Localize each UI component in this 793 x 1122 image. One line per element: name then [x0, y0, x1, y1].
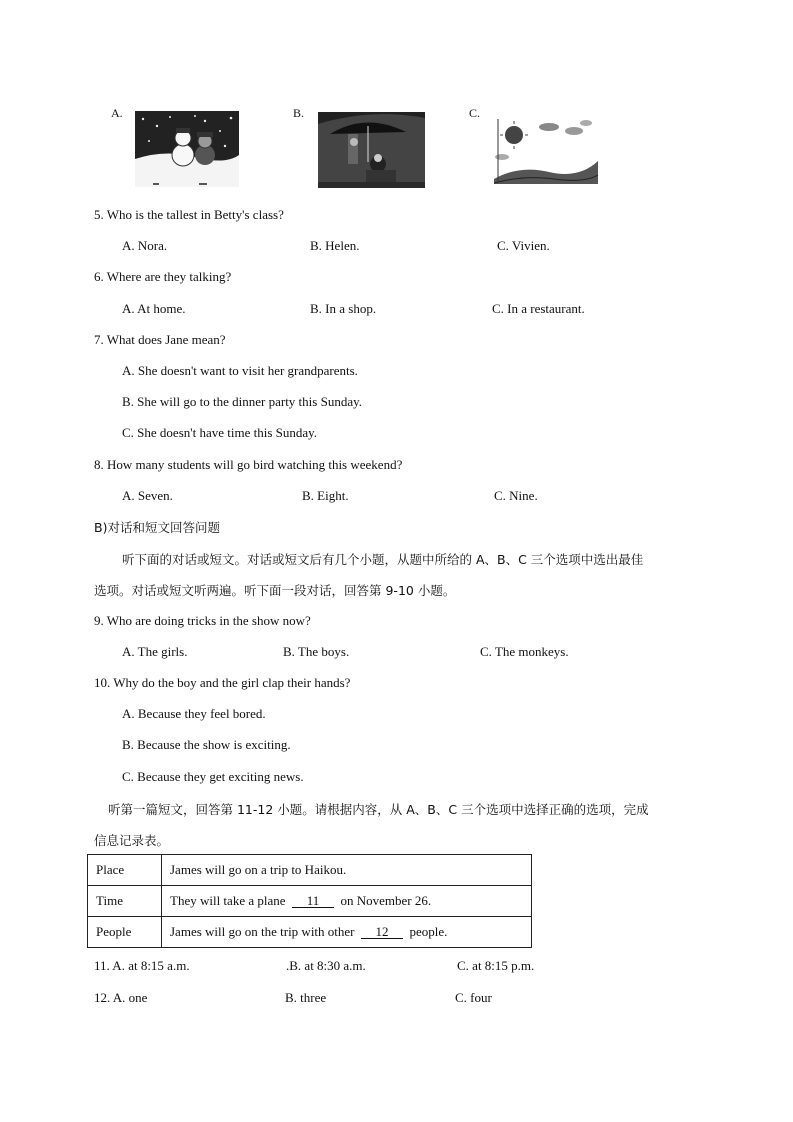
q5-option-b[interactable]: B. Helen.: [310, 238, 360, 253]
q5-option-c[interactable]: C. Vivien.: [497, 238, 550, 253]
time-text-before: They will take a plane: [170, 893, 286, 908]
q11-option-c[interactable]: C. at 8:15 p.m.: [457, 958, 535, 973]
row-key-time: Time: [88, 886, 162, 917]
question-5: 5. Who is the tallest in Betty's class?: [94, 207, 284, 222]
q12-option-b[interactable]: B. three: [285, 990, 327, 1005]
question-11-option-a[interactable]: 11. A. at 8:15 a.m.: [94, 958, 190, 973]
people-text-after: people.: [409, 924, 448, 939]
blank-11[interactable]: 11: [292, 894, 334, 908]
q6-option-c[interactable]: C. In a restaurant.: [492, 301, 585, 316]
passage-instruction-1: 听第一篇短文，回答第 11-12 小题。请根据内容，从 A、B、C 三个选项中选择正确的选项，完成: [108, 802, 649, 817]
q7-option-a[interactable]: A. She doesn't want to visit her grandparents.: [122, 363, 358, 378]
picture-b-umbrella: [318, 112, 425, 188]
q5-option-a[interactable]: A. Nora.: [122, 238, 168, 253]
table-row: [88, 855, 532, 886]
q9-option-a[interactable]: A. The girls.: [122, 644, 188, 659]
time-text-after: on November 26.: [340, 893, 432, 908]
question-9: 9. Who are doing tricks in the show now?: [94, 613, 311, 628]
q6-option-b[interactable]: B. In a shop.: [310, 301, 377, 316]
question-6: 6. Where are they talking?: [94, 269, 232, 284]
q7-option-c[interactable]: C. She doesn't have time this Sunday.: [122, 425, 318, 440]
row-key-people: People: [88, 917, 162, 948]
q9-option-c[interactable]: C. The monkeys.: [480, 644, 569, 659]
question-10: 10. Why do the boy and the girl clap their hands?: [94, 675, 351, 690]
picture-a-snowmen: [135, 111, 239, 187]
section-b-heading: B)对话和短文回答问题: [94, 520, 220, 535]
passage-instruction-2: 信息记录表。: [94, 833, 170, 848]
section-b-instruction-2: 选项。对话或短文听两遍。听下面一段对话，回答第 9-10 小题。: [94, 583, 456, 598]
question-8: 8. How many students will go bird watching this weekend?: [94, 457, 403, 472]
q8-option-c[interactable]: C. Nine.: [494, 488, 538, 503]
table-row: [88, 917, 532, 948]
q10-option-c[interactable]: C. Because they get exciting news.: [122, 769, 304, 784]
picture-a-label: A.: [111, 106, 123, 120]
section-b-instruction-1: 听下面的对话或短文。对话或短文后有几个小题，从题中所给的 A、B、C 三个选项中选出最佳: [122, 552, 644, 567]
q7-option-b[interactable]: B. She will go to the dinner party this Sunday.: [122, 394, 362, 409]
blank-12[interactable]: 12: [361, 925, 403, 939]
q10-option-a[interactable]: A. Because they feel bored.: [122, 706, 266, 721]
picture-c-label: C.: [469, 106, 481, 120]
q8-option-b[interactable]: B. Eight.: [302, 488, 349, 503]
place-text: James will go on a trip to Haikou.: [170, 862, 347, 877]
people-text-before: James will go on the trip with other: [170, 924, 355, 939]
q6-option-a[interactable]: A. At home.: [122, 301, 186, 316]
picture-c-sun-landscape: [494, 117, 598, 184]
q10-option-b[interactable]: B. Because the show is exciting.: [122, 737, 291, 752]
row-value-time: [162, 886, 532, 917]
row-value-place: [162, 855, 532, 886]
q9-option-b[interactable]: B. The boys.: [283, 644, 350, 659]
table-row: [88, 886, 532, 917]
info-record-table: [87, 854, 532, 948]
picture-b-label: B.: [293, 106, 305, 120]
question-7: 7. What does Jane mean?: [94, 332, 226, 347]
row-key-place: Place: [88, 855, 162, 886]
q11-option-b[interactable]: .B. at 8:30 a.m.: [286, 958, 366, 973]
question-12-option-a[interactable]: 12. A. one: [94, 990, 148, 1005]
q8-option-a[interactable]: A. Seven.: [122, 488, 173, 503]
q12-option-c[interactable]: C. four: [455, 990, 492, 1005]
row-value-people: [162, 917, 532, 948]
